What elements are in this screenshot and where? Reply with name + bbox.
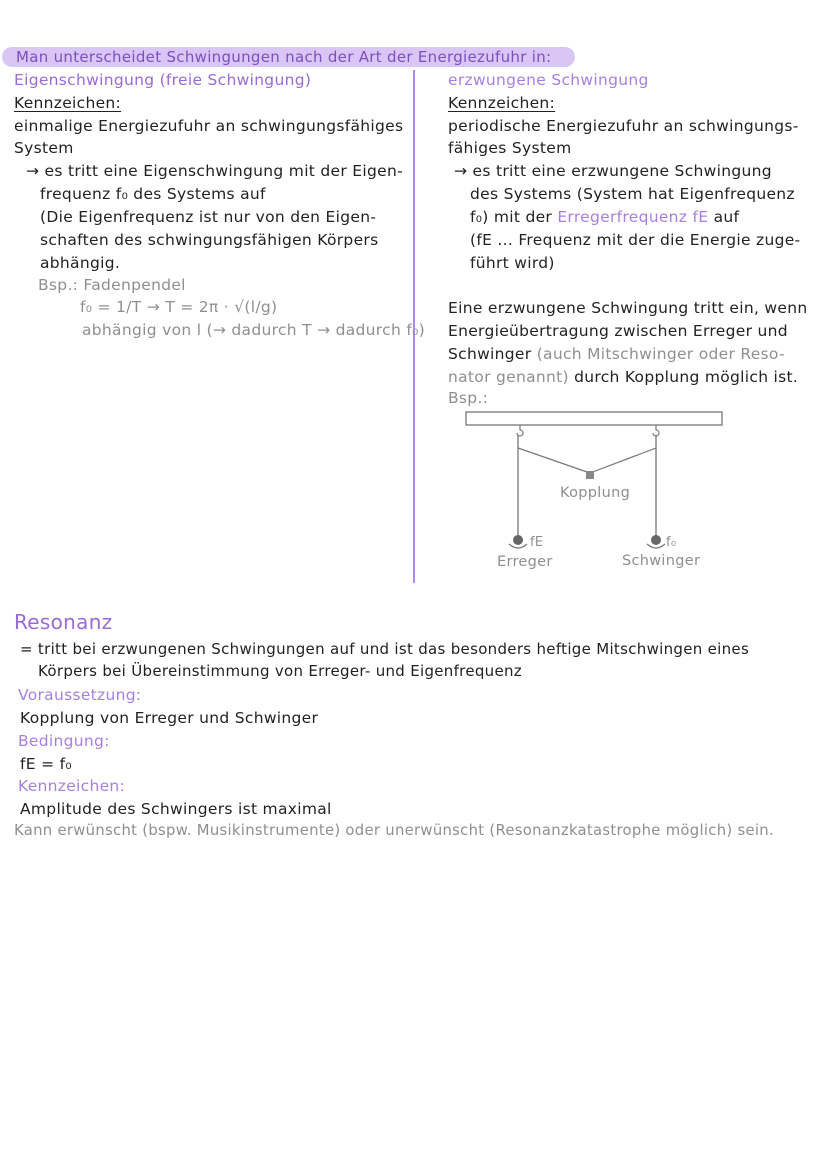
left-title: Eigenschwingung (freie Schwingung) <box>14 71 312 89</box>
left-line-4: frequenz f₀ des Systems auf <box>40 185 266 203</box>
right-line-4: des Systems (System hat Eigenfrequenz <box>470 185 795 203</box>
left-line-3: → es tritt eine Eigenschwingung mit der Eigen- <box>26 162 403 180</box>
coupling-thread-left <box>518 448 590 473</box>
hook-right <box>653 425 659 436</box>
left-line-1: einmalige Energiezufuhr an schwingungsfähiges <box>14 117 404 135</box>
coupled-pendulum-diagram <box>460 405 730 545</box>
ceiling-beam <box>466 412 722 425</box>
right-title: erzwungene Schwingung <box>448 71 649 89</box>
oscillator-label: Schwinger <box>622 553 701 569</box>
resonance-kennzeichen-text: Amplitude des Schwingers ist maximal <box>20 800 332 818</box>
exciter-bob-icon <box>508 534 528 552</box>
left-dependency: abhängig von l (→ dadurch T → dadurch f₀) <box>82 321 425 339</box>
left-line-7: abhängig. <box>40 254 121 272</box>
bedingung-label: Bedingung: <box>18 732 110 750</box>
coupling-weight <box>586 471 594 479</box>
right-para-1: Eine erzwungene Schwingung tritt ein, wenn <box>448 299 808 317</box>
right-line-2: fähiges System <box>448 139 572 157</box>
left-example-label: Bsp.: Fadenpendel <box>38 276 186 294</box>
left-formula: f₀ = 1/T → T = 2π · √(l/g) <box>80 298 278 316</box>
voraussetzung-label: Voraussetzung: <box>18 686 142 704</box>
exciter-label: Erreger <box>497 554 553 570</box>
oscillator-frequency: f₀ <box>666 535 677 550</box>
right-example-label: Bsp.: <box>448 389 489 407</box>
resonance-note: Kann erwünscht (bspw. Musikinstrumente) oder unerwünscht (Resonanzkatastrophe möglich) sein. <box>14 822 774 839</box>
right-kennzeichen-label: Kennzeichen: <box>448 94 556 112</box>
coupling-thread-right <box>590 448 656 473</box>
exciter-frequency: fE <box>530 535 544 550</box>
right-para-4 <box>448 366 798 388</box>
right-line-6: (fE ... Frequenz mit der die Energie zuge- <box>470 231 801 249</box>
exciter-frequency-term: Erregerfrequenz fE <box>557 208 709 226</box>
right-line-1: periodische Energiezufuhr an schwingungs- <box>448 117 799 135</box>
left-kennzeichen-label: Kennzeichen: <box>14 94 122 112</box>
resonance-title: Resonanz <box>14 610 113 634</box>
right-line-5-pre: f₀) mit der <box>470 208 553 226</box>
coupling-label: Kopplung <box>560 485 631 501</box>
left-line-5: (Die Eigenfrequenz ist nur von den Eigen- <box>40 208 377 226</box>
right-line-5-post: auf <box>713 208 740 226</box>
intro-heading: Man unterscheidet Schwingungen nach der Art der Energiezufuhr in: <box>16 48 552 66</box>
resonance-def-2: Körpers bei Übereinstimmung von Erreger- und Eigenfrequenz <box>38 662 522 680</box>
hook-left <box>517 425 523 436</box>
right-para-4-grey: nator genannt) <box>448 368 569 386</box>
voraussetzung-text: Kopplung von Erreger und Schwinger <box>20 709 319 727</box>
right-para-3-pre: Schwinger <box>448 345 532 363</box>
right-para-2: Energieübertragung zwischen Erreger und <box>448 322 788 340</box>
left-line-6: schaften des schwingungsfähigen Körpers <box>40 231 379 249</box>
right-line-7: führt wird) <box>470 254 555 272</box>
left-line-2: System <box>14 139 74 157</box>
right-line-3: → es tritt eine erzwungene Schwingung <box>454 162 772 180</box>
right-para-4-post: durch Kopplung möglich ist. <box>574 368 799 386</box>
bedingung-text: fE = f₀ <box>20 755 72 773</box>
right-para-3-grey: (auch Mitschwinger oder Reso- <box>536 345 785 363</box>
right-line-5 <box>470 206 739 228</box>
right-para-3 <box>448 343 785 365</box>
resonance-def-1: = tritt bei erzwungenen Schwingungen auf und ist das besonders heftige Mitschwingen eines <box>20 640 750 658</box>
resonance-kennzeichen-label: Kennzeichen: <box>18 777 126 795</box>
